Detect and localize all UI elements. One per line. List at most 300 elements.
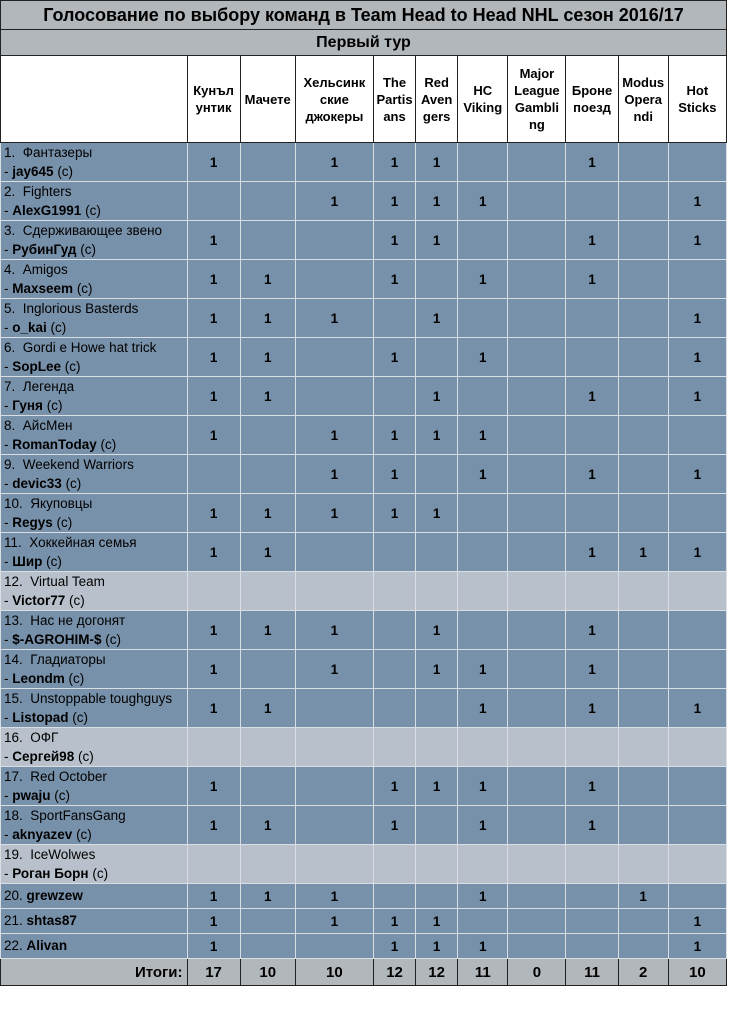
vote-cell bbox=[566, 338, 618, 377]
team-line bbox=[4, 806, 187, 825]
team-name: Хоккейная семья bbox=[29, 535, 137, 550]
vote-cell bbox=[416, 338, 458, 377]
vote-cell bbox=[508, 845, 566, 884]
vote-cell bbox=[508, 728, 566, 767]
owner-nick: shtas87 bbox=[26, 913, 77, 928]
vote-cell: 1 bbox=[240, 689, 295, 728]
vote-cell: 1 bbox=[566, 650, 618, 689]
column-header-line: Gambli bbox=[514, 100, 559, 115]
owner-nick: aknyazev bbox=[12, 827, 73, 842]
vote-cell bbox=[240, 767, 295, 806]
vote-cell: 1 bbox=[240, 260, 295, 299]
vote-cell bbox=[508, 494, 566, 533]
vote-cell bbox=[618, 338, 668, 377]
vote-cell bbox=[508, 182, 566, 221]
vote-cell bbox=[566, 416, 618, 455]
team-name: Гладиаторы bbox=[30, 652, 106, 667]
row-number: 9. bbox=[4, 457, 16, 472]
owner-line: - o_kai (c) bbox=[4, 320, 67, 335]
vote-cell bbox=[566, 494, 618, 533]
column-header bbox=[566, 56, 618, 143]
owner-nick: Victor77 bbox=[12, 593, 66, 608]
team-line bbox=[4, 650, 187, 669]
team-line bbox=[4, 260, 187, 279]
vote-cell: 1 bbox=[416, 909, 458, 934]
team-line bbox=[4, 494, 187, 513]
vote-cell: 1 bbox=[240, 377, 295, 416]
vote-cell: 1 bbox=[458, 884, 508, 909]
owner-line: - devic33 (c) bbox=[4, 476, 82, 491]
vote-cell bbox=[668, 806, 726, 845]
row-number: 14. bbox=[4, 652, 23, 667]
vote-cell bbox=[373, 728, 415, 767]
vote-cell: 1 bbox=[566, 806, 618, 845]
participant-cell bbox=[1, 689, 188, 728]
table-row bbox=[1, 494, 727, 533]
totals-row bbox=[1, 959, 727, 986]
vote-cell bbox=[618, 934, 668, 959]
vote-cell bbox=[373, 533, 415, 572]
table-row bbox=[1, 767, 727, 806]
team-name: Fighters bbox=[22, 184, 72, 199]
vote-cell bbox=[373, 611, 415, 650]
row-number: 2. bbox=[4, 184, 16, 199]
team-line bbox=[4, 338, 187, 357]
vote-cell bbox=[508, 884, 566, 909]
owner-line: - RomanToday (c) bbox=[4, 437, 117, 452]
participant-cell bbox=[1, 572, 188, 611]
team-name: SportFansGang bbox=[30, 808, 126, 823]
vote-cell: 1 bbox=[373, 221, 415, 260]
vote-cell bbox=[295, 934, 373, 959]
column-header bbox=[618, 56, 668, 143]
team-line bbox=[4, 728, 187, 747]
total-cell: 0 bbox=[508, 959, 566, 986]
vote-cell: 1 bbox=[566, 260, 618, 299]
captain-mark: (c) bbox=[65, 476, 82, 491]
vote-cell: 1 bbox=[187, 338, 240, 377]
table-row bbox=[1, 182, 727, 221]
owner-nick: jay645 bbox=[12, 164, 54, 179]
vote-cell: 1 bbox=[458, 416, 508, 455]
participant-cell bbox=[1, 611, 188, 650]
vote-cell: 1 bbox=[187, 884, 240, 909]
team-line bbox=[4, 143, 187, 162]
owner-line: - aknyazev (c) bbox=[4, 827, 92, 842]
column-header-line: HC bbox=[473, 83, 493, 98]
team-line bbox=[4, 455, 187, 474]
vote-cell bbox=[566, 934, 618, 959]
vote-cell bbox=[187, 728, 240, 767]
vote-cell: 1 bbox=[566, 533, 618, 572]
vote-cell bbox=[668, 572, 726, 611]
vote-cell: 1 bbox=[187, 767, 240, 806]
vote-cell: 1 bbox=[458, 260, 508, 299]
vote-cell bbox=[458, 377, 508, 416]
column-header-line: Modus bbox=[622, 74, 665, 90]
owner-nick: Leondm bbox=[12, 671, 65, 686]
vote-cell bbox=[373, 377, 415, 416]
column-header-line: ans bbox=[383, 108, 406, 124]
vote-cell bbox=[618, 377, 668, 416]
team-name: Якуповцы bbox=[30, 496, 93, 511]
vote-cell bbox=[508, 909, 566, 934]
vote-cell bbox=[668, 260, 726, 299]
row-number: 4. bbox=[4, 262, 16, 277]
vote-cell: 1 bbox=[566, 377, 618, 416]
row-number: 11. bbox=[4, 535, 22, 550]
total-cell: 12 bbox=[416, 959, 458, 986]
vote-cell: 1 bbox=[295, 909, 373, 934]
team-line bbox=[4, 299, 187, 318]
vote-cell bbox=[508, 338, 566, 377]
vote-cell bbox=[566, 572, 618, 611]
vote-cell bbox=[508, 377, 566, 416]
vote-cell: 1 bbox=[373, 182, 415, 221]
vote-cell: 1 bbox=[373, 909, 415, 934]
row-number: 18. bbox=[4, 808, 23, 823]
table-row bbox=[1, 221, 727, 260]
vote-cell: 1 bbox=[416, 299, 458, 338]
vote-cell bbox=[566, 845, 618, 884]
vote-cell: 1 bbox=[187, 494, 240, 533]
captain-mark: (c) bbox=[50, 320, 67, 335]
captain-mark: (c) bbox=[56, 515, 73, 530]
vote-cell bbox=[187, 572, 240, 611]
vote-cell bbox=[618, 689, 668, 728]
vote-cell: 1 bbox=[458, 767, 508, 806]
team-name: IceWolwes bbox=[30, 847, 96, 862]
vote-cell bbox=[668, 650, 726, 689]
vote-cell: 1 bbox=[295, 650, 373, 689]
team-name: Легенда bbox=[22, 379, 75, 394]
column-header-line: Hot bbox=[686, 83, 709, 98]
participant-cell bbox=[1, 416, 188, 455]
vote-cell: 1 bbox=[295, 494, 373, 533]
participant-cell bbox=[1, 455, 188, 494]
vote-cell bbox=[416, 572, 458, 611]
vote-cell bbox=[416, 884, 458, 909]
vote-cell bbox=[668, 494, 726, 533]
table-row bbox=[1, 650, 727, 689]
participant-cell bbox=[1, 143, 188, 182]
column-header bbox=[668, 56, 726, 143]
owner-line: - Listopad (c) bbox=[4, 710, 89, 725]
vote-cell: 1 bbox=[373, 767, 415, 806]
column-header-line: Major bbox=[519, 66, 555, 81]
table-row bbox=[1, 728, 727, 767]
team-line bbox=[4, 377, 187, 396]
column-header-line: Броне bbox=[571, 83, 613, 98]
row-number: 16. bbox=[4, 730, 23, 745]
vote-cell bbox=[668, 767, 726, 806]
vote-cell bbox=[508, 455, 566, 494]
team-name: ОФГ bbox=[30, 730, 59, 745]
team-name: Weekend Warriors bbox=[22, 457, 134, 472]
vote-cell: 1 bbox=[668, 909, 726, 934]
vote-cell: 1 bbox=[416, 143, 458, 182]
owner-nick: Listopad bbox=[12, 710, 69, 725]
team-name: АйсМен bbox=[22, 418, 73, 433]
row-number: 22. bbox=[4, 938, 23, 953]
captain-mark: (c) bbox=[105, 632, 122, 647]
team-name: Gordi e Howe hat trick bbox=[22, 340, 157, 355]
vote-cell: 1 bbox=[240, 494, 295, 533]
vote-cell: 1 bbox=[240, 338, 295, 377]
team-name: Фантазеры bbox=[22, 145, 93, 160]
captain-mark: (c) bbox=[80, 242, 96, 257]
owner-line: - pwaju (c) bbox=[4, 788, 71, 803]
vote-cell bbox=[618, 650, 668, 689]
vote-cell: 1 bbox=[295, 611, 373, 650]
vote-cell bbox=[416, 845, 458, 884]
row-number: 1. bbox=[4, 145, 16, 160]
owner-nick: Роган Борн bbox=[12, 866, 89, 881]
vote-cell: 1 bbox=[458, 182, 508, 221]
vote-cell bbox=[618, 909, 668, 934]
table-row bbox=[1, 934, 727, 959]
vote-cell bbox=[295, 260, 373, 299]
vote-cell: 1 bbox=[240, 299, 295, 338]
vote-cell bbox=[240, 182, 295, 221]
column-header bbox=[458, 56, 508, 143]
vote-cell: 1 bbox=[240, 533, 295, 572]
row-number: 7. bbox=[4, 379, 16, 394]
captain-mark: (c) bbox=[72, 710, 89, 725]
captain-mark: (c) bbox=[68, 671, 85, 686]
vote-cell bbox=[458, 572, 508, 611]
column-header-line: Red bbox=[424, 74, 449, 90]
team-name: Red October bbox=[30, 769, 107, 784]
header-blank-cell bbox=[1, 56, 188, 143]
participant-cell bbox=[1, 845, 188, 884]
owner-line: - Шир (c) bbox=[4, 554, 62, 569]
team-name: Unstoppable toughguys bbox=[30, 691, 173, 706]
vote-cell bbox=[240, 728, 295, 767]
row-number: 19. bbox=[4, 847, 23, 862]
vote-cell: 1 bbox=[187, 909, 240, 934]
captain-mark: (c) bbox=[46, 554, 62, 569]
vote-cell: 1 bbox=[373, 338, 415, 377]
vote-cell: 1 bbox=[373, 934, 415, 959]
column-header-line: джокеры bbox=[305, 108, 364, 124]
vote-cell bbox=[508, 416, 566, 455]
vote-cell bbox=[295, 338, 373, 377]
vote-cell bbox=[458, 845, 508, 884]
total-cell: 2 bbox=[618, 959, 668, 986]
team-line bbox=[4, 182, 187, 201]
vote-cell: 1 bbox=[668, 377, 726, 416]
column-header bbox=[240, 56, 295, 143]
owner-nick: o_kai bbox=[12, 320, 47, 335]
vote-cell: 1 bbox=[187, 611, 240, 650]
vote-cell: 1 bbox=[187, 934, 240, 959]
vote-cell: 1 bbox=[187, 650, 240, 689]
vote-cell bbox=[566, 299, 618, 338]
captain-mark: (c) bbox=[85, 203, 101, 218]
table-row bbox=[1, 909, 727, 934]
participant-cell bbox=[1, 533, 188, 572]
vote-cell bbox=[618, 143, 668, 182]
column-header-line: Мачете bbox=[244, 91, 291, 107]
vote-cell bbox=[618, 416, 668, 455]
owner-nick: grewzew bbox=[26, 888, 83, 903]
vote-cell bbox=[668, 416, 726, 455]
vote-cell bbox=[416, 260, 458, 299]
owner-line: - Maxseem (c) bbox=[4, 281, 93, 296]
vote-cell: 1 bbox=[566, 689, 618, 728]
total-cell: 10 bbox=[240, 959, 295, 986]
owner-line: - jay645 (c) bbox=[4, 164, 74, 179]
vote-cell bbox=[240, 143, 295, 182]
vote-cell bbox=[618, 299, 668, 338]
vote-cell bbox=[508, 611, 566, 650]
column-header-line: Partis bbox=[376, 91, 413, 107]
total-cell: 12 bbox=[373, 959, 415, 986]
participant-cell bbox=[1, 934, 188, 959]
round-title: Первый тур bbox=[1, 30, 727, 56]
vote-cell bbox=[373, 689, 415, 728]
vote-cell: 1 bbox=[416, 611, 458, 650]
owner-nick: Сергей98 bbox=[12, 749, 75, 764]
vote-cell: 1 bbox=[295, 455, 373, 494]
total-cell: 11 bbox=[566, 959, 618, 986]
captain-mark: (c) bbox=[57, 164, 74, 179]
column-header bbox=[508, 56, 566, 143]
vote-cell bbox=[295, 728, 373, 767]
table-body bbox=[1, 143, 727, 959]
vote-cell bbox=[187, 845, 240, 884]
row-number: 12. bbox=[4, 574, 23, 589]
vote-cell bbox=[508, 221, 566, 260]
vote-cell bbox=[618, 611, 668, 650]
column-header bbox=[187, 56, 240, 143]
vote-cell bbox=[618, 572, 668, 611]
table-row bbox=[1, 806, 727, 845]
table-row bbox=[1, 260, 727, 299]
vote-cell bbox=[458, 299, 508, 338]
team-line bbox=[4, 767, 187, 786]
owner-nick: РубинГуд bbox=[12, 242, 77, 257]
vote-cell bbox=[240, 909, 295, 934]
vote-cell bbox=[240, 572, 295, 611]
vote-cell: 1 bbox=[566, 611, 618, 650]
vote-cell bbox=[618, 728, 668, 767]
vote-cell bbox=[618, 806, 668, 845]
vote-cell bbox=[618, 845, 668, 884]
vote-cell: 1 bbox=[416, 494, 458, 533]
vote-cell bbox=[618, 221, 668, 260]
participant-cell bbox=[1, 260, 188, 299]
vote-cell: 1 bbox=[618, 533, 668, 572]
vote-cell: 1 bbox=[566, 767, 618, 806]
participant-cell bbox=[1, 182, 188, 221]
owner-line: - Гуня (c) bbox=[4, 398, 63, 413]
vote-cell: 1 bbox=[416, 934, 458, 959]
vote-cell: 1 bbox=[668, 533, 726, 572]
total-cell: 17 bbox=[187, 959, 240, 986]
vote-cell: 1 bbox=[240, 611, 295, 650]
vote-cell: 1 bbox=[187, 377, 240, 416]
vote-cell bbox=[668, 884, 726, 909]
vote-cell bbox=[618, 455, 668, 494]
header-row bbox=[1, 56, 727, 143]
vote-cell: 1 bbox=[187, 416, 240, 455]
vote-cell bbox=[295, 572, 373, 611]
column-header-line: ские bbox=[319, 91, 349, 107]
vote-cell: 1 bbox=[187, 299, 240, 338]
owner-line: - SopLee (c) bbox=[4, 359, 81, 374]
column-header bbox=[416, 56, 458, 143]
owner-line: - Regys (c) bbox=[4, 515, 73, 530]
team-name: Сдерживающее звено bbox=[22, 223, 163, 238]
team-line bbox=[4, 533, 187, 552]
team-line bbox=[4, 221, 187, 240]
owner-line: - AlexG1991 (c) bbox=[4, 203, 101, 218]
column-header-line: поезд bbox=[573, 100, 611, 115]
vote-cell: 1 bbox=[187, 143, 240, 182]
captain-mark: (c) bbox=[77, 749, 94, 764]
vote-cell: 1 bbox=[668, 934, 726, 959]
vote-cell bbox=[668, 845, 726, 884]
captain-mark: (c) bbox=[76, 827, 92, 842]
captain-mark: (c) bbox=[46, 398, 63, 413]
vote-cell bbox=[295, 533, 373, 572]
table-row bbox=[1, 299, 727, 338]
vote-cell: 1 bbox=[373, 416, 415, 455]
column-header-line: ng bbox=[528, 117, 545, 132]
vote-cell: 1 bbox=[295, 884, 373, 909]
vote-cell bbox=[458, 143, 508, 182]
vote-cell: 1 bbox=[668, 455, 726, 494]
column-header-line: Кунъл bbox=[193, 83, 234, 98]
vote-cell bbox=[508, 143, 566, 182]
owner-line: - Victor77 (c) bbox=[4, 593, 85, 608]
vote-cell bbox=[373, 650, 415, 689]
participant-cell bbox=[1, 884, 188, 909]
vote-cell bbox=[508, 260, 566, 299]
table-row bbox=[1, 884, 727, 909]
participant-cell bbox=[1, 767, 188, 806]
participant-cell bbox=[1, 338, 188, 377]
vote-cell bbox=[458, 611, 508, 650]
table-row bbox=[1, 377, 727, 416]
owner-line: - Сергей98 (c) bbox=[4, 749, 94, 764]
participant-cell bbox=[1, 806, 188, 845]
owner-nick: Maxseem bbox=[12, 281, 74, 296]
team-name: Inglorious Basterds bbox=[22, 301, 139, 316]
column-header bbox=[295, 56, 373, 143]
vote-cell: 1 bbox=[668, 299, 726, 338]
vote-cell bbox=[295, 221, 373, 260]
vote-cell bbox=[240, 934, 295, 959]
vote-cell: 1 bbox=[373, 494, 415, 533]
vote-cell bbox=[240, 650, 295, 689]
vote-cell: 1 bbox=[187, 689, 240, 728]
vote-cell bbox=[618, 260, 668, 299]
vote-cell: 1 bbox=[373, 143, 415, 182]
owner-line: - Роган Борн (c) bbox=[4, 866, 109, 881]
vote-cell: 1 bbox=[187, 221, 240, 260]
participant-cell bbox=[1, 221, 188, 260]
vote-cell: 1 bbox=[240, 884, 295, 909]
row-number: 5. bbox=[4, 301, 16, 316]
total-cell: 10 bbox=[668, 959, 726, 986]
vote-cell: 1 bbox=[187, 533, 240, 572]
vote-cell bbox=[566, 909, 618, 934]
vote-cell bbox=[416, 728, 458, 767]
vote-cell: 1 bbox=[458, 689, 508, 728]
